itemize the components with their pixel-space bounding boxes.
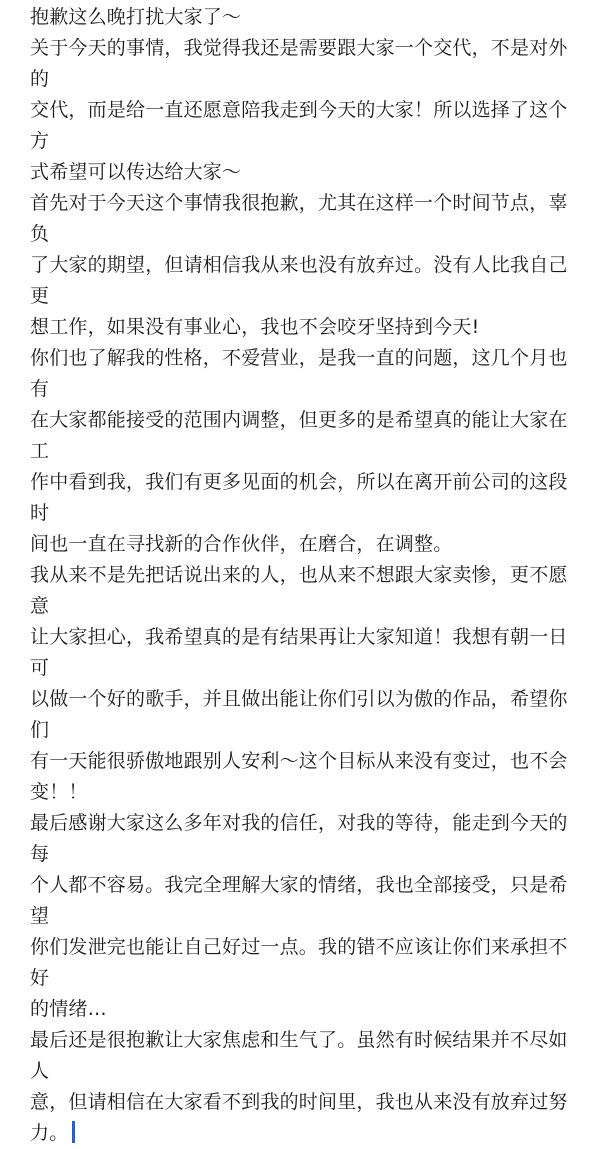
text-line: 的情绪…: [30, 998, 107, 1020]
text-line: 最后感谢大家这么多年对我的信任，对我的等待，能走到今天的每: [30, 812, 568, 865]
text-line: 首先对于今天这个事情我很抱歉，尤其在这样一个时间节点，辜负: [30, 192, 568, 245]
text-line: 了大家的期望，但请相信我从来也没有放弃过。没有人比我自己更: [30, 254, 568, 307]
text-line: 个人都不容易。我完全理解大家的情绪，我也全部接受，只是希望: [30, 874, 568, 927]
text-line: 想工作，如果没有事业心，我也不会咬牙坚持到今天!: [30, 316, 480, 338]
text-cursor: [72, 1121, 75, 1143]
text-line: 式希望可以传达给大家～: [30, 161, 242, 183]
text-line: 有一天能很骄傲地跟别人安利～这个目标从来没有变过，也不会: [30, 750, 568, 772]
text-line: 以做一个好的歌手，并且做出能让你们引以为傲的作品，希望你们: [30, 688, 568, 741]
text-line: 最后还是很抱歉让大家焦虑和生气了。虽然有时候结果并不尽如人: [30, 1029, 568, 1082]
document-body: [30, 2, 578, 1149]
text-line: 交代，而是给一直还愿意陪我走到今天的大家！所以选择了这个方: [30, 99, 568, 152]
text-line: 你们发泄完也能让自己好过一点。我的错不应该让你们来承担不好: [30, 936, 568, 989]
text-line: 抱歉这么晚打扰大家了～: [30, 6, 242, 28]
text-line: 间也一直在寻找新的合作伙伴，在磨合，在调整。: [30, 533, 453, 555]
text-line: 关于今天的事情，我觉得我还是需要跟大家一个交代，不是对外的: [30, 37, 568, 90]
text-line: 作中看到我，我们有更多见面的机会，所以在离开前公司的这段时: [30, 471, 568, 524]
last-line-text: 力。: [30, 1122, 69, 1144]
text-line: 我从来不是先把话说出来的人，也从来不想跟大家卖惨，更不愿意: [30, 564, 568, 617]
text-line: 让大家担心，我希望真的是有结果再让大家知道！我想有朝一日可: [30, 626, 568, 679]
text-line: 意，但请相信在大家看不到我的时间里，我也从来没有放弃过努: [30, 1091, 568, 1113]
text-line: 变！！: [30, 781, 88, 803]
text-line-last: [30, 1118, 578, 1149]
text-line: 你们也了解我的性格，不爱营业，是我一直的问题，这几个月也有: [30, 347, 568, 400]
text-line: 在大家都能接受的范围内调整，但更多的是希望真的能让大家在工: [30, 409, 568, 462]
